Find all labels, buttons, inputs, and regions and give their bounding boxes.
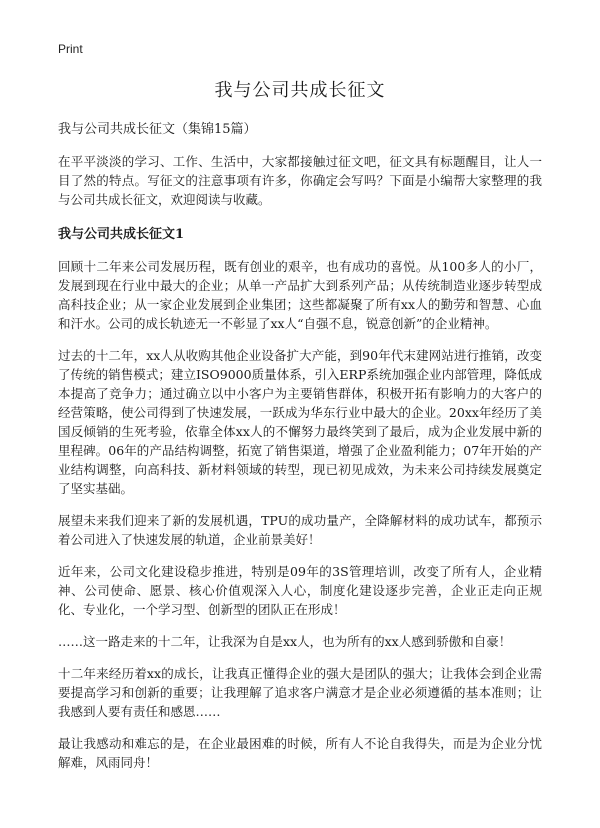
section-heading: 我与公司共成长征文1 <box>58 227 185 242</box>
page-title: 我与公司共成长征文 <box>214 80 386 101</box>
body-paragraph: 十二年来经历着xx的成长，让我真正懂得企业的强大是团队的强大；让我体会到企业需要提高学习和创新的重要；让我理解了追求客户满意才是企业必须遵循的基本准则；让我感到人要有责任和感恩…… <box>58 666 542 719</box>
body-paragraph: 近年来，公司文化建设稳步推进，特别是09年的3S管理培训，改变了所有人，企业精神、公司使命、愿景、核心价值观深入人心，制度化建设逐步完善，企业正走向正规化、专业化，一个学习型、创新型的团队正在形成！ <box>58 564 542 617</box>
body-paragraph: 回顾十二年来公司发展历程，既有创业的艰辛，也有成功的喜悦。从100多人的小厂，发展到现在行业中最大的企业；从单一产品扩大到系列产品；从传统制造业逐步转型成高科技企业；从一家企业发展到企业集团；这些都凝聚了所有xx人的勤劳和智慧、心血和汗水。公司的成长轨迹无一不彰显了xx人“自强不息，锐意创新”的企业精神。 <box>58 259 542 331</box>
document-subtitle: 我与公司共成长征文（集锦15篇） <box>58 122 257 137</box>
body-paragraph: 过去的十二年，xx人从收购其他企业设备扩大产能，到90年代末建网站进行推销，改变了传统的销售模式；建立ISO9000质量体系，引入ERP系统加强企业内部管理，降低成本提高了竞争力；通过确立以中小客户为主要销售群体，积极开拓有影响力的大客户的经营策略，使公司得到了快速发展，一跃成为华东行业中最大的企业。20xx年经历了美国反倾销的生死考验，依靠全体xx人的不懈努力最终笑到了最后，成为企业发展中新的里程碑。06年的产品结构调整，拓宽了销售渠道，增强了企业盈利能力；07年开始的产业结构调整，向高科技、新材料领域的转型，现已初见成效，为未来公司持续发展奠定了坚实基础。 <box>58 348 542 496</box>
print-link[interactable]: Print <box>58 42 83 56</box>
body-paragraph: 展望未来我们迎来了新的发展机遇，TPU的成功量产，全降解材料的成功试车，都预示着公司进入了快速发展的轨道，企业前景美好！ <box>58 513 542 547</box>
intro-paragraph: 在平平淡淡的学习、工作、生活中，大家都接触过征文吧，征文具有标题醒目，让人一目了然的特点。写征文的注意事项有许多，你确定会写吗？下面是小编帮大家整理的我与公司共成长征文，欢迎阅读与收藏。 <box>58 154 542 207</box>
body-paragraph: ……这一路走来的十二年，让我深为自是xx人，也为所有的xx人感到骄傲和自豪！ <box>58 634 512 649</box>
body-paragraph: 最让我感动和难忘的是，在企业最困难的时候，所有人不论自我得失，而是为企业分忧解难，风雨同舟！ <box>58 736 542 770</box>
